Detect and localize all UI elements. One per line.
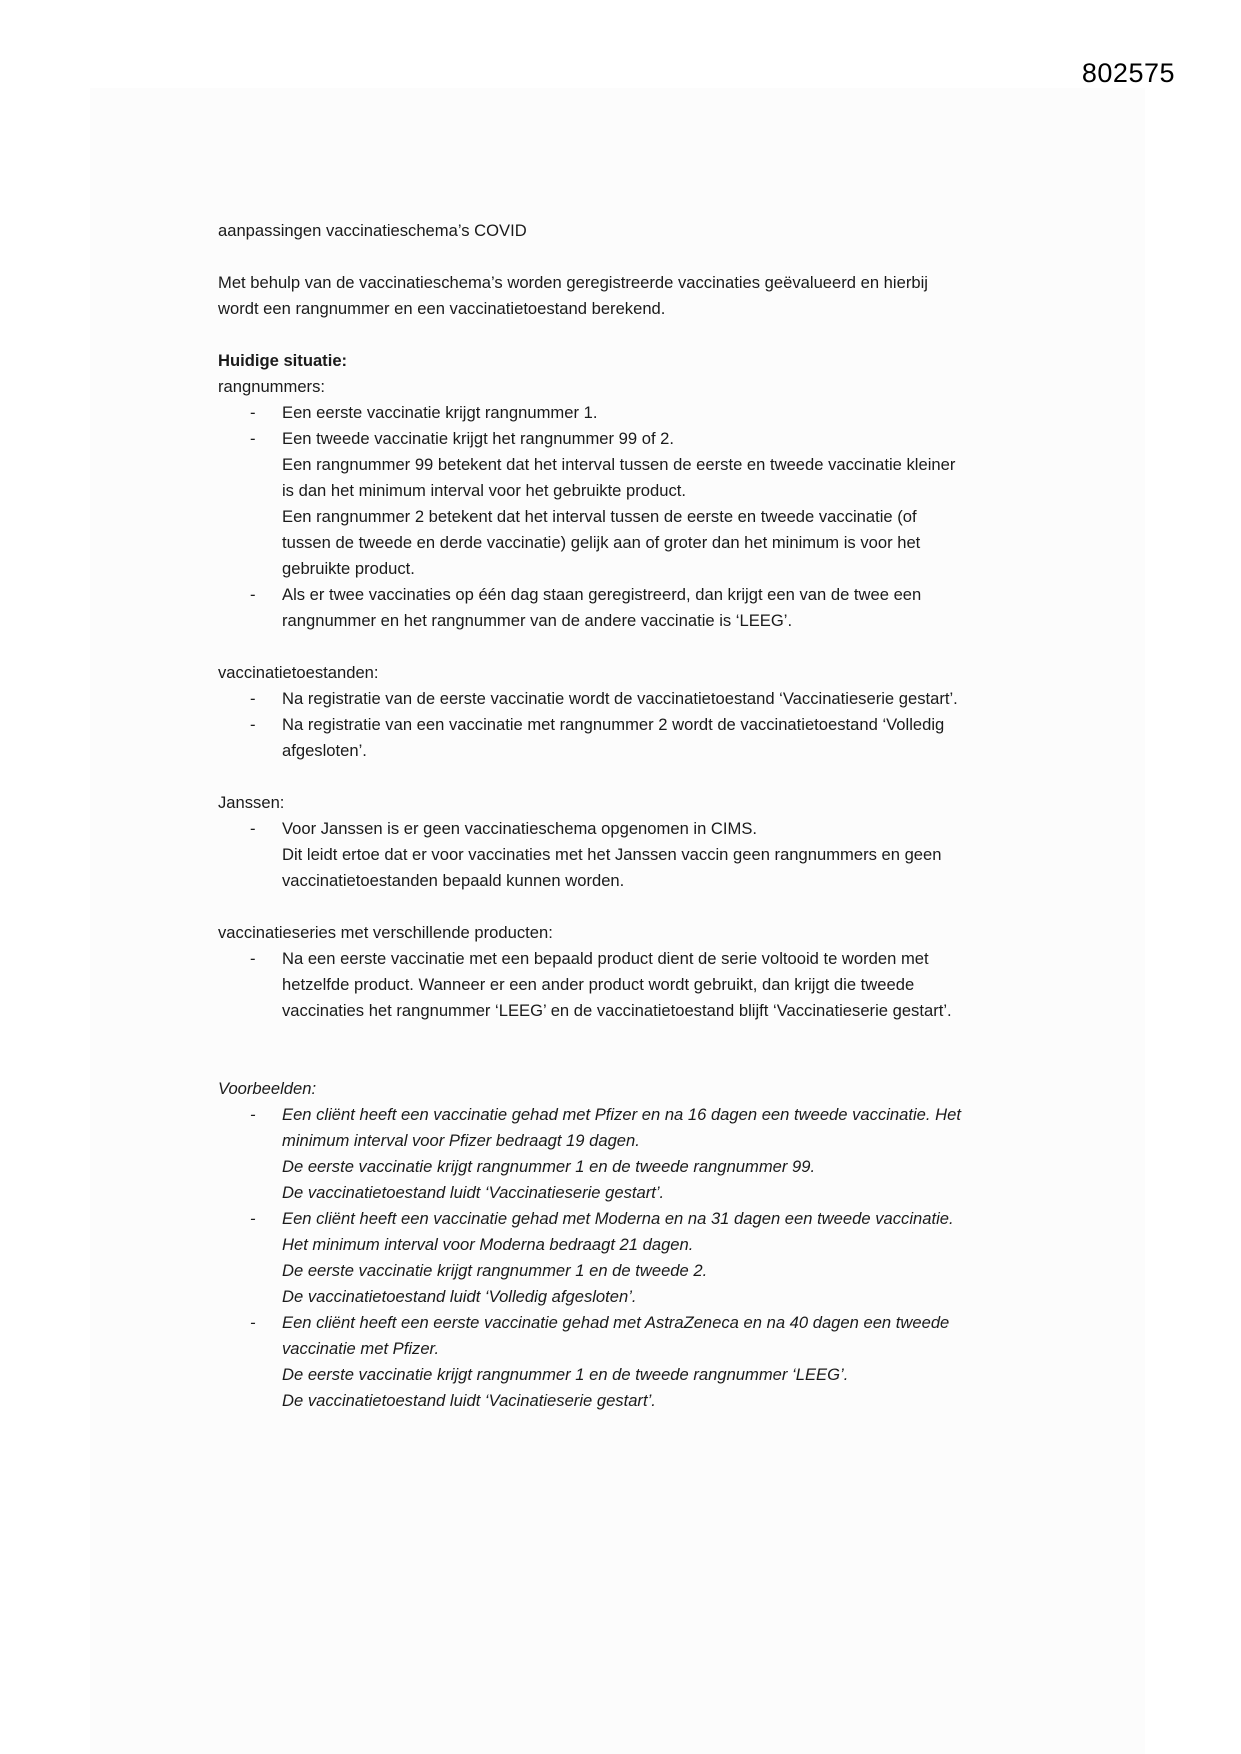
intro-paragraph: Met behulp van de vaccinatieschema’s worden geregistreerde vaccinaties geëvalueerd en hierbij wordt een rangnummer en een vaccinatietoestand berekend. [218,273,928,318]
series-list [218,946,1048,1024]
list-item: - Na registratie van de eerste vaccinatie wordt de vaccinatietoestand ‘Vaccinatieserie gestart’. [218,686,1048,712]
examples-section [218,1076,1048,1414]
section-heading-current: Huidige situatie: [218,351,348,370]
list-item: - Een cliënt heeft een vaccinatie gehad met Pfizer en na 16 dagen een tweede vaccinatie. Het minimum interval voor Pfizer bedraagt 19 dagen. De eerste vaccinatie krijgt rangnummer 1 en de tweede rangnummer 99. De vaccinatietoestand luidt ‘Vaccinatieserie gestart’. [218,1102,1048,1206]
janssen-list [218,816,1048,894]
subsection-label-rangnummers: rangnummers: [218,377,325,396]
document-body [218,218,1048,1414]
list-item: - Een tweede vaccinatie krijgt het rangnummer 99 of 2. Een rangnummer 99 betekent dat het interval tussen de eerste en tweede vaccinatie kleiner is dan het minimum interval voor het gebruikte product. Een rangnummer 2 betekent dat het interval tussen de eerste en tweede vaccinatie (of tussen de tweede en derde vaccinatie) gelijk aan of groter dan het minimum is voor het gebruikte product. [218,426,1048,582]
document-title: aanpassingen vaccinatieschema’s COVID [218,221,527,240]
list-item: - Als er twee vaccinaties op één dag staan geregistreerd, dan krijgt een van de twee een rangnummer en het rangnummer van de andere vaccinatie is ‘LEEG’. [218,582,1048,634]
list-item: - Een eerste vaccinatie krijgt rangnummer 1. [218,400,1048,426]
list-item: - Een cliënt heeft een vaccinatie gehad met Moderna en na 31 dagen een tweede vaccinatie. Het minimum interval voor Moderna bedraagt 21 dagen. De eerste vaccinatie krijgt rangnummer 1 en de tweede 2. De vaccinatietoestand luidt ‘Volledig afgesloten’. [218,1206,1048,1310]
rangnummers-list [218,400,1048,634]
list-item: - Na registratie van een vaccinatie met rangnummer 2 wordt de vaccinatietoestand ‘Volledig afgesloten’. [218,712,1048,764]
subsection-label-series: vaccinatieseries met verschillende producten: [218,923,553,942]
toestanden-list [218,686,1048,764]
examples-label: Voorbeelden: [218,1079,317,1098]
list-item: - Een cliënt heeft een eerste vaccinatie gehad met AstraZeneca en na 40 dagen een tweede vaccinatie met Pfizer. De eerste vaccinatie krijgt rangnummer 1 en de tweede rangnummer ‘LEEG’. De vaccinatietoestand luidt ‘Vacinatieserie gestart’. [218,1310,1048,1414]
list-item: - Na een eerste vaccinatie met een bepaald product dient de serie voltooid te worden met hetzelfde product. Wanneer er een ander product wordt gebruikt, dan krijgt die tweede vaccinaties het rangnummer ‘LEEG’ en de vaccinatietoestand blijft ‘Vaccinatieserie gestart’. [218,946,1048,1024]
document-id: 802575 [1081,58,1175,88]
subsection-label-toestanden: vaccinatietoestanden: [218,663,379,682]
examples-list [218,1102,1048,1414]
list-item: - Voor Janssen is er geen vaccinatieschema opgenomen in CIMS. Dit leidt ertoe dat er voor vaccinaties met het Janssen vaccin geen rangnummers en geen vaccinatietoestanden bepaald kunnen worden. [218,816,1048,894]
subsection-label-janssen: Janssen: [218,793,285,812]
